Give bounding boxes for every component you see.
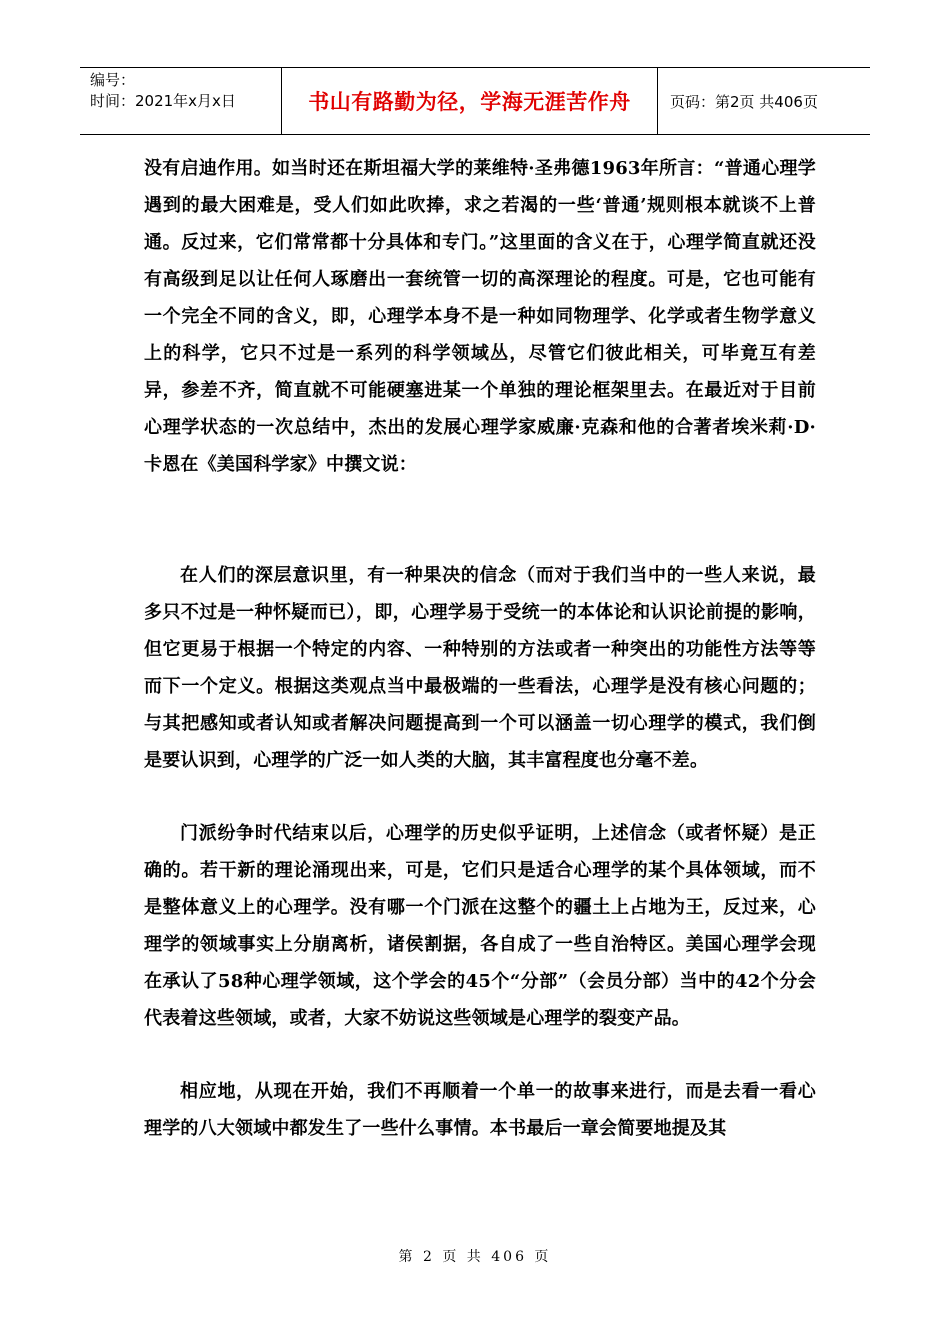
header-motto-cell	[282, 68, 658, 134]
paragraph-gap	[144, 483, 816, 557]
paragraph-1: 没有启迪作用。如当时还在斯坦福大学的莱维特·圣弗德1963年所言：“普通心理学遇到的最大困难是，受人们如此吹捧，求之若渴的一些‘普通’规则根本就谈不上普通。反过来，它们常常都十分具体和专门。”这里面的含义在于，心理学简直就还没有高级到足以让任何人琢磨出一套统管一切的高深理论的程度。可是，它也可能有一个完全不同的含义，即，心理学本身不是一种如同物理学、化学或者生物学意义上的科学，它只不过是一系列的科学领域丛，尽管它们彼此相关，可毕竟互有差异，参差不齐，简直就不可能硬塞进某一个单独的理论框架里去。在最近对于目前心理学状态的一次总结中，杰出的发展心理学家威廉·克森和他的合著者埃米莉·D·卡恩在《美国科学家》中撰文说：	[144, 158, 816, 475]
paragraph-4: 相应地，从现在开始，我们不再顺着一个单一的故事来进行，而是去看一看心理学的八大领域中都发生了一些什么事情。本书最后一章会简要地提及其	[144, 1081, 816, 1139]
paragraph-gap	[144, 779, 816, 815]
header-meta-cell	[80, 68, 282, 134]
document-header	[80, 67, 870, 135]
document-body	[144, 150, 816, 1147]
paragraph-3: 门派纷争时代结束以后，心理学的历史似乎证明，上述信念（或者怀疑）是正确的。若干新的理论涌现出来，可是，它们只是适合心理学的某个具体领域，而不是整体意义上的心理学。没有哪一个门派在这整个的疆土上占地为王，反过来，心理学的领域事实上分崩离析，诸侯割据，各自成了一些自治特区。美国心理学会现在承认了58种心理学领域，这个学会的45个“分部”（会员分部）当中的42个分会代表着这些领域，或者，大家不妨说这些领域是心理学的裂变产品。	[144, 823, 816, 1029]
date-label: 时间：2021年x月x日	[90, 92, 236, 110]
page-footer: 第 2 页 共 406 页	[398, 1249, 552, 1265]
paragraph-2: 在人们的深层意识里，有一种果决的信念（而对于我们当中的一些人来说，最多只不过是一种怀疑而已），即，心理学易于受统一的本体论和认识论前提的影响，但它更易于根据一个特定的内容、一种特别的方法或者一种突出的功能性方法等等而下一个定义。根据这类观点当中最极端的一些看法，心理学是没有核心问题的；与其把感知或者认知或者解决问题提高到一个可以涵盖一切心理学的模式，我们倒是要认识到，心理学的广泛一如人类的大脑，其丰富程度也分毫不差。	[144, 565, 816, 771]
paragraph-gap	[144, 1037, 816, 1073]
motto-text: 书山有路勤为径，学海无涯苦作舟	[308, 90, 631, 114]
serial-number-label: 编号：	[90, 71, 136, 89]
header-page-cell	[658, 68, 870, 134]
header-page-info: 页码：第2页 共406页	[670, 92, 818, 111]
